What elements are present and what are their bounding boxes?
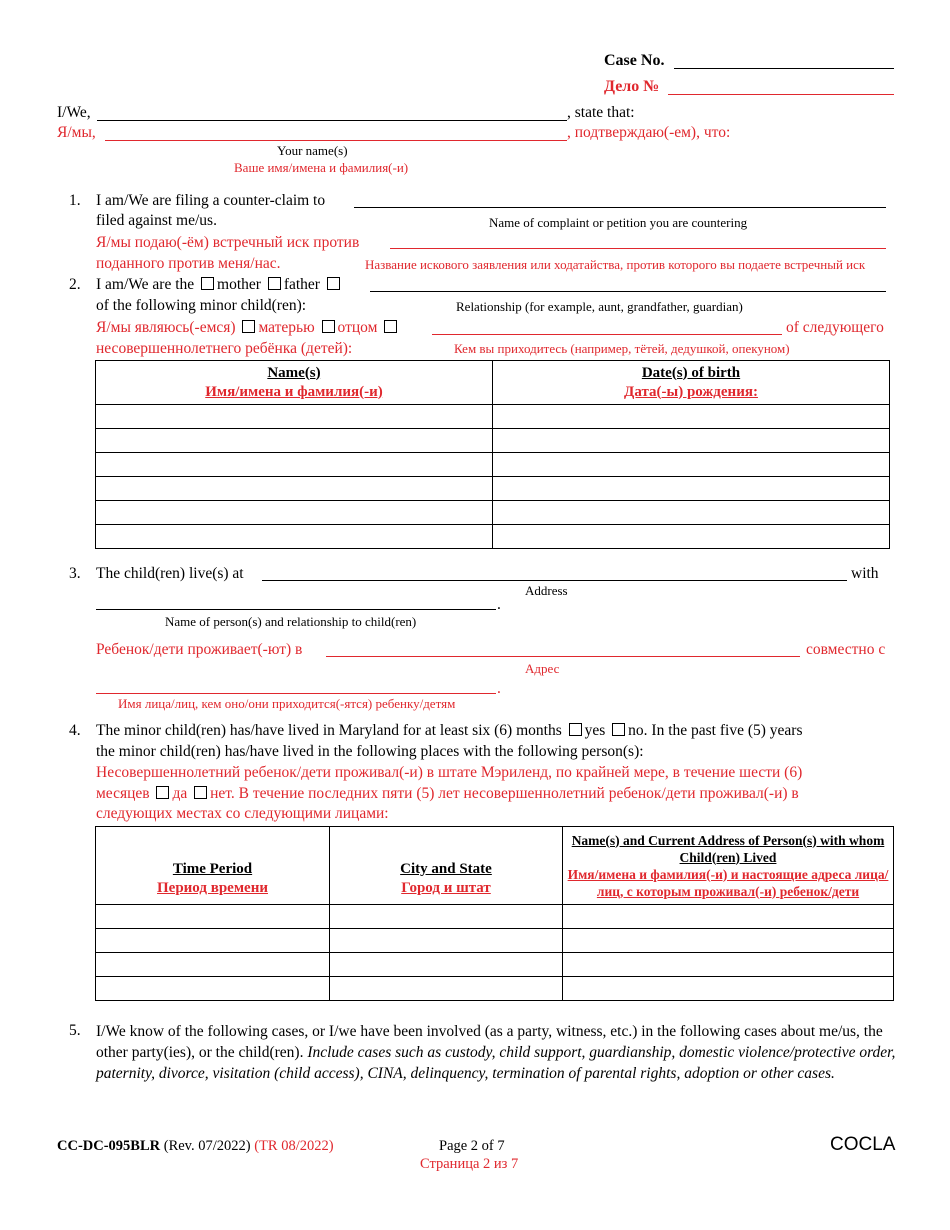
mother-checkbox-ru[interactable]	[242, 320, 255, 333]
item5-paragraph	[96, 1021, 896, 1084]
iwe-label: I/We,	[57, 104, 91, 121]
form-code: COCLA	[830, 1134, 896, 1155]
state-that-label: , state that:	[567, 104, 635, 121]
table-cell[interactable]	[493, 405, 890, 429]
item4-number: 4.	[69, 722, 81, 739]
yes-checkbox[interactable]	[569, 723, 582, 736]
item2-are-the-ru: Я/мы являюсь(-емся)	[96, 319, 236, 336]
col-dob-label-ru: Дата(-ы) рождения:	[624, 383, 758, 400]
other-relationship-checkbox[interactable]	[327, 277, 340, 290]
col-period-label: Time Period	[172, 861, 253, 877]
item2-of-following-ru: of следующего	[786, 319, 884, 336]
residence-col-city	[330, 827, 563, 905]
col-person-label-ru: Имя/имена и фамилия(-и) и настоящие адреса лица/лиц, с которым проживал(-и) ребенок/дети	[567, 866, 889, 899]
table-cell[interactable]	[96, 977, 330, 1001]
your-names-caption-ru: Ваше имя/имена и фамилия(-и)	[234, 160, 409, 175]
item1-caption: Name of complaint or petition you are countering	[489, 215, 748, 230]
item2-line2-ru: несовершеннолетнего ребёнка (детей):	[96, 340, 353, 357]
state-that-label-ru: , подтверждаю(-ем), что:	[567, 124, 731, 141]
form-tr: (TR 08/2022)	[254, 1138, 334, 1154]
table-cell[interactable]	[96, 477, 493, 501]
children-col-dob	[493, 361, 890, 405]
person-caption-ru: Имя лица/лиц, кем оно/они приходится(-ятся) ребенку/детям	[118, 696, 456, 711]
item3-lives-at-ru: Ребенок/дети проживает(-ют) в	[96, 641, 303, 658]
no-label: no. In the past five (5) years	[628, 722, 803, 739]
father-checkbox[interactable]	[268, 277, 281, 290]
item4-line2-ru	[96, 785, 799, 803]
table-cell[interactable]	[96, 953, 330, 977]
table-cell[interactable]	[96, 405, 493, 429]
form-id: CC-DC-095BLR	[57, 1138, 161, 1154]
item2-line2: of the following minor child(ren):	[96, 297, 307, 314]
yes-checkbox-ru[interactable]	[156, 786, 169, 799]
table-cell[interactable]	[493, 525, 890, 549]
item3-number: 3.	[69, 565, 81, 582]
page-number-ru: Страница 2 из 7	[420, 1156, 519, 1172]
table-cell[interactable]	[96, 453, 493, 477]
col-city-label-ru: Город и штат	[401, 880, 491, 896]
item1-line2-ru: поданного против меня/нас.	[96, 255, 281, 272]
item2-line1	[96, 276, 343, 294]
iwe-label-ru: Я/мы,	[57, 124, 96, 141]
item3-with: with	[851, 565, 879, 582]
item3-period: .	[497, 596, 501, 613]
your-names-field[interactable]	[97, 120, 567, 121]
address-caption-ru: Адрес	[525, 661, 560, 676]
item2-caption: Relationship (for example, aunt, grandfather, guardian)	[456, 299, 743, 314]
children-col-names	[96, 361, 493, 405]
table-cell[interactable]	[563, 905, 894, 929]
father-label-ru: отцом	[337, 319, 378, 336]
counterclaim-field[interactable]	[354, 207, 886, 208]
item3-lives-at: The child(ren) live(s) at	[96, 565, 244, 582]
table-cell[interactable]	[330, 977, 563, 1001]
item2-caption-ru: Кем вы приходитесь (например, тётей, дедушкой, опекуном)	[454, 341, 790, 356]
other-relationship-checkbox-ru[interactable]	[384, 320, 397, 333]
table-cell[interactable]	[493, 477, 890, 501]
table-cell[interactable]	[96, 525, 493, 549]
table-cell[interactable]	[563, 953, 894, 977]
relationship-field[interactable]	[370, 291, 886, 292]
father-label: father	[283, 276, 320, 293]
no-checkbox[interactable]	[612, 723, 625, 736]
table-cell[interactable]	[96, 429, 493, 453]
item5-text: I/We know of the following cases, or I/we have been involved (as a party, witness, etc.) in the following cases about me/us, the other party(ies), or the child(ren).	[96, 1023, 883, 1061]
item4-line1-ru: Несовершеннолетний ребенок/дети проживал(-и) в штате Мэриленд, по крайней мере, в течение шести (6)	[96, 764, 803, 781]
counterclaim-field-ru[interactable]	[390, 248, 886, 249]
table-cell[interactable]	[96, 905, 330, 929]
item3-with-ru: совместно с	[806, 641, 886, 658]
col-period-label-ru: Период времени	[157, 880, 268, 896]
case-no-label: Case No.	[604, 52, 665, 69]
mother-checkbox[interactable]	[201, 277, 214, 290]
form-rev: (Rev. 07/2022)	[163, 1138, 251, 1154]
table-cell[interactable]	[96, 501, 493, 525]
father-checkbox-ru[interactable]	[322, 320, 335, 333]
item4-line2: the minor child(ren) has/have lived in the following places with the following person(s):	[96, 743, 644, 760]
table-cell[interactable]	[330, 929, 563, 953]
item2-are-the: I am/We are the	[96, 276, 195, 293]
item4-line3-ru: следующих местах со следующими лицами:	[96, 805, 389, 822]
no-label-ru: нет. В течение последних пяти (5) лет несовершеннолетний ребенок/дети проживал(-и) в	[210, 785, 799, 802]
residence-table	[95, 826, 894, 1001]
children-table	[95, 360, 890, 549]
yes-label: yes	[584, 722, 606, 739]
item4-line1a: The minor child(ren) has/have lived in Maryland for at least six (6) months	[96, 722, 562, 739]
case-no-field[interactable]	[674, 68, 894, 69]
col-city-label: City and State	[400, 861, 492, 877]
item1-line2: filed against me/us.	[96, 212, 217, 229]
table-cell[interactable]	[330, 905, 563, 929]
table-cell[interactable]	[493, 429, 890, 453]
residence-col-period	[96, 827, 330, 905]
item1-number: 1.	[69, 192, 81, 209]
person-caption: Name of person(s) and relationship to child(ren)	[165, 614, 417, 629]
case-no-label-ru: Дело №	[604, 78, 660, 95]
table-cell[interactable]	[493, 453, 890, 477]
col-dob-label: Date(s) of birth	[641, 364, 741, 381]
item4-line1	[96, 722, 802, 740]
item1-line1-ru: Я/мы подаю(-ём) встречный иск против	[96, 234, 360, 251]
your-names-caption: Your name(s)	[277, 143, 348, 158]
residence-col-person	[563, 827, 894, 905]
item3-period-ru: .	[497, 680, 501, 697]
table-cell[interactable]	[330, 953, 563, 977]
footer-form-line	[57, 1138, 334, 1155]
item5-italic: Include cases such as custody, child support, guardianship, domestic violence/protective order, paternity, divorce, visitation (child access), CINA, delinquency, termination of parental rights, adoption or other cases.	[96, 1044, 896, 1082]
table-cell[interactable]	[493, 501, 890, 525]
col-names-label-ru: Имя/имена и фамилия(-и)	[205, 383, 383, 400]
person-field-ru[interactable]	[96, 693, 496, 694]
table-cell[interactable]	[563, 929, 894, 953]
address-caption: Address	[525, 583, 568, 598]
item5-number: 5.	[69, 1022, 81, 1039]
case-no-field-ru[interactable]	[668, 94, 894, 95]
table-cell[interactable]	[563, 977, 894, 1001]
address-field-ru[interactable]	[326, 656, 800, 657]
table-cell[interactable]	[96, 929, 330, 953]
col-names-label: Name(s)	[267, 364, 321, 381]
no-checkbox-ru[interactable]	[194, 786, 207, 799]
item1-line1: I am/We are filing a counter-claim to	[96, 192, 326, 209]
col-person-label: Name(s) and Current Address of Person(s) with whom Child(ren) Lived	[571, 832, 885, 865]
item2-line1-ru	[96, 319, 400, 337]
person-field[interactable]	[96, 609, 496, 610]
months-label-ru: месяцев	[96, 785, 150, 802]
page-number: Page 2 of 7	[439, 1138, 505, 1154]
your-names-field-ru[interactable]	[105, 140, 567, 141]
mother-label-ru: матерью	[258, 319, 315, 336]
yes-label-ru: да	[172, 785, 188, 802]
item1-caption-ru: Название искового заявления или ходатайства, против которого вы подаете встречный иск	[365, 257, 866, 272]
address-field[interactable]	[262, 580, 847, 581]
relationship-field-ru[interactable]	[432, 334, 782, 335]
mother-label: mother	[217, 276, 261, 293]
item2-number: 2.	[69, 276, 81, 293]
